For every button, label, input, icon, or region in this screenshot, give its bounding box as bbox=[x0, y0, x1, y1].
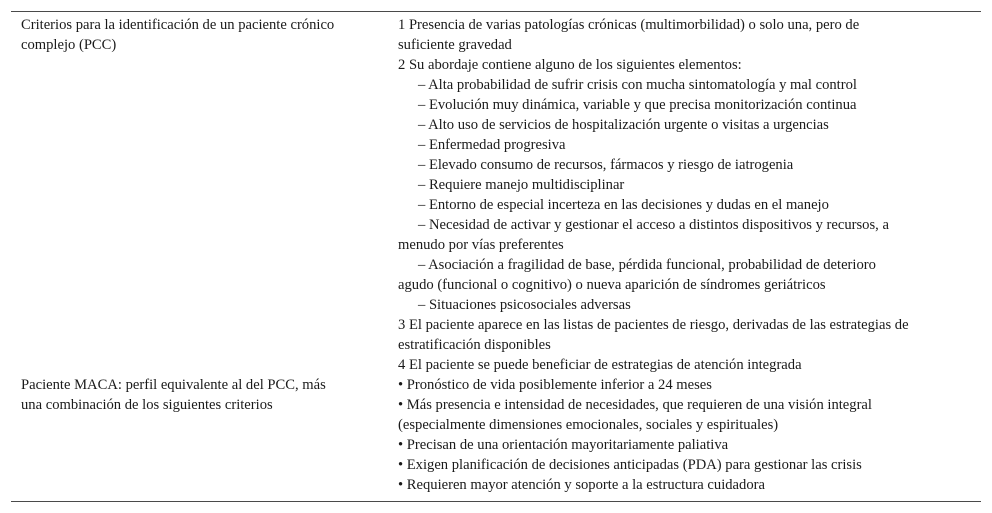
row2-bullet: • Precisan de una orientación mayoritariamente paliativa bbox=[398, 437, 729, 453]
row1-label-line-1: Criterios para la identificación de un paciente crónico bbox=[21, 17, 335, 33]
row1-item-3-cont: estratificación disponibles bbox=[398, 337, 551, 353]
row2-label-line-1: Paciente MACA: perfil equivalente al del PCC, más bbox=[21, 377, 326, 393]
row2-bullet: • Pronóstico de vida posiblemente inferior a 24 meses bbox=[398, 377, 712, 393]
row1-item-2: 2 Su abordaje contiene alguno de los siguientes elementos: bbox=[398, 57, 742, 73]
row2-label-line-2: una combinación de los siguientes criterios bbox=[21, 397, 273, 413]
row1-subitem: – Necesidad de activar y gestionar el acceso a distintos dispositivos y recursos, a bbox=[418, 217, 889, 233]
row1-subitem: – Alta probabilidad de sufrir crisis con mucha sintomatología y mal control bbox=[418, 77, 857, 93]
row1-item-1-cont: suficiente gravedad bbox=[398, 37, 512, 53]
row1-subitem: – Elevado consumo de recursos, fármacos y riesgo de iatrogenia bbox=[418, 157, 794, 173]
row1-subitem: – Entorno de especial incerteza en las decisiones y dudas en el manejo bbox=[418, 197, 829, 213]
row1-subitem: – Asociación a fragilidad de base, pérdida funcional, probabilidad de deterioro bbox=[418, 257, 876, 273]
row2-bullet: • Requieren mayor atención y soporte a la estructura cuidadora bbox=[398, 477, 765, 493]
row2-bullet: • Más presencia e intensidad de necesidades, que requieren de una visión integral bbox=[398, 397, 872, 413]
row1-subitem: – Alto uso de servicios de hospitalización urgente o visitas a urgencias bbox=[418, 117, 829, 133]
row1-subitem: – Enfermedad progresiva bbox=[418, 137, 566, 153]
row1-item-1: 1 Presencia de varias patologías crónicas (multimorbilidad) o solo una, pero de bbox=[398, 17, 860, 33]
row1-subitem: – Evolución muy dinámica, variable y que precisa monitorización continua bbox=[418, 97, 857, 113]
row1-label-line-2: complejo (PCC) bbox=[21, 37, 117, 53]
row1-subitem-cont: menudo por vías preferentes bbox=[398, 237, 564, 253]
row1-subitem-cont: agudo (funcional o cognitivo) o nueva aparición de síndromes geriátricos bbox=[398, 277, 826, 293]
criteria-table bbox=[11, 11, 981, 502]
row1-item-4: 4 El paciente se puede beneficiar de estrategias de atención integrada bbox=[398, 357, 802, 373]
row2-bullet-cont: (especialmente dimensiones emocionales, sociales y espirituales) bbox=[398, 417, 779, 433]
row1-subitem: – Requiere manejo multidisciplinar bbox=[418, 177, 625, 193]
row1-subitem: – Situaciones psicosociales adversas bbox=[418, 297, 631, 313]
row2-bullet: • Exigen planificación de decisiones anticipadas (PDA) para gestionar las crisis bbox=[398, 457, 862, 473]
row1-item-3: 3 El paciente aparece en las listas de pacientes de riesgo, derivadas de las estrategias de bbox=[398, 317, 909, 333]
